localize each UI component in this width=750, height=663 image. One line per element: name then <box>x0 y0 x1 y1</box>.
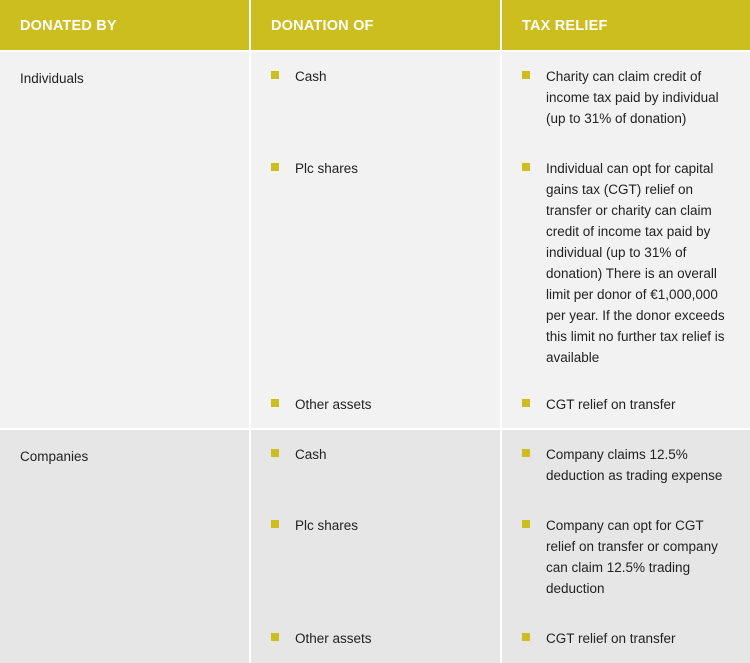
header-tax-relief: TAX RELIEF <box>502 0 750 50</box>
relief-text: CGT relief on transfer <box>546 631 676 646</box>
donor-cell <box>0 430 249 663</box>
donation-label: Other assets <box>295 631 372 646</box>
donation-label: Other assets <box>295 397 372 412</box>
header-donated-by: DONATED BY <box>0 0 249 50</box>
relief-cell <box>502 430 750 663</box>
square-bullet-icon <box>271 633 279 641</box>
relief-item <box>522 66 734 129</box>
donation-cell <box>251 430 500 663</box>
donation-item <box>271 394 484 415</box>
square-bullet-icon <box>271 449 279 457</box>
relief-text: Company claims 12.5% deduction as trading expense <box>546 447 723 483</box>
square-bullet-icon <box>522 399 530 407</box>
relief-item <box>522 515 734 599</box>
donation-label: Cash <box>295 447 327 462</box>
donation-item <box>271 444 484 465</box>
donation-item <box>271 515 484 536</box>
relief-item <box>522 158 734 368</box>
square-bullet-icon <box>522 163 530 171</box>
square-bullet-icon <box>271 520 279 528</box>
table-row-individuals <box>0 52 750 428</box>
relief-text: Charity can claim credit of income tax paid by individual (up to 31% of donation) <box>546 69 719 126</box>
relief-text: CGT relief on transfer <box>546 397 676 412</box>
donation-item <box>271 66 484 87</box>
donor-label: Companies <box>20 449 89 464</box>
square-bullet-icon <box>522 71 530 79</box>
header-donation-of: DONATION OF <box>251 0 500 50</box>
relief-cell <box>502 52 750 428</box>
relief-item <box>522 628 734 649</box>
relief-item <box>522 394 734 415</box>
donation-item <box>271 158 484 179</box>
donation-label: Cash <box>295 69 327 84</box>
donation-label: Plc shares <box>295 161 359 176</box>
square-bullet-icon <box>271 163 279 171</box>
table-row-companies <box>0 430 750 663</box>
donor-cell <box>0 52 249 428</box>
relief-text: Company can opt for CGT relief on transfer or company can claim 12.5% trading deduction <box>546 518 718 596</box>
square-bullet-icon <box>522 520 530 528</box>
donation-item <box>271 628 484 649</box>
square-bullet-icon <box>271 399 279 407</box>
relief-item <box>522 444 734 486</box>
donation-cell <box>251 52 500 428</box>
donor-label: Individuals <box>20 71 84 86</box>
square-bullet-icon <box>522 449 530 457</box>
square-bullet-icon <box>522 633 530 641</box>
table-header-row <box>0 0 750 50</box>
square-bullet-icon <box>271 71 279 79</box>
relief-text: Individual can opt for capital gains tax (CGT) relief on transfer or charity can claim credit of income tax paid by individual (up to 31% of donation) There is an overall limit per donor of €1,000,000 per year. If the donor exceeds this limit no further tax relief is available <box>546 161 725 365</box>
donation-label: Plc shares <box>295 518 359 533</box>
